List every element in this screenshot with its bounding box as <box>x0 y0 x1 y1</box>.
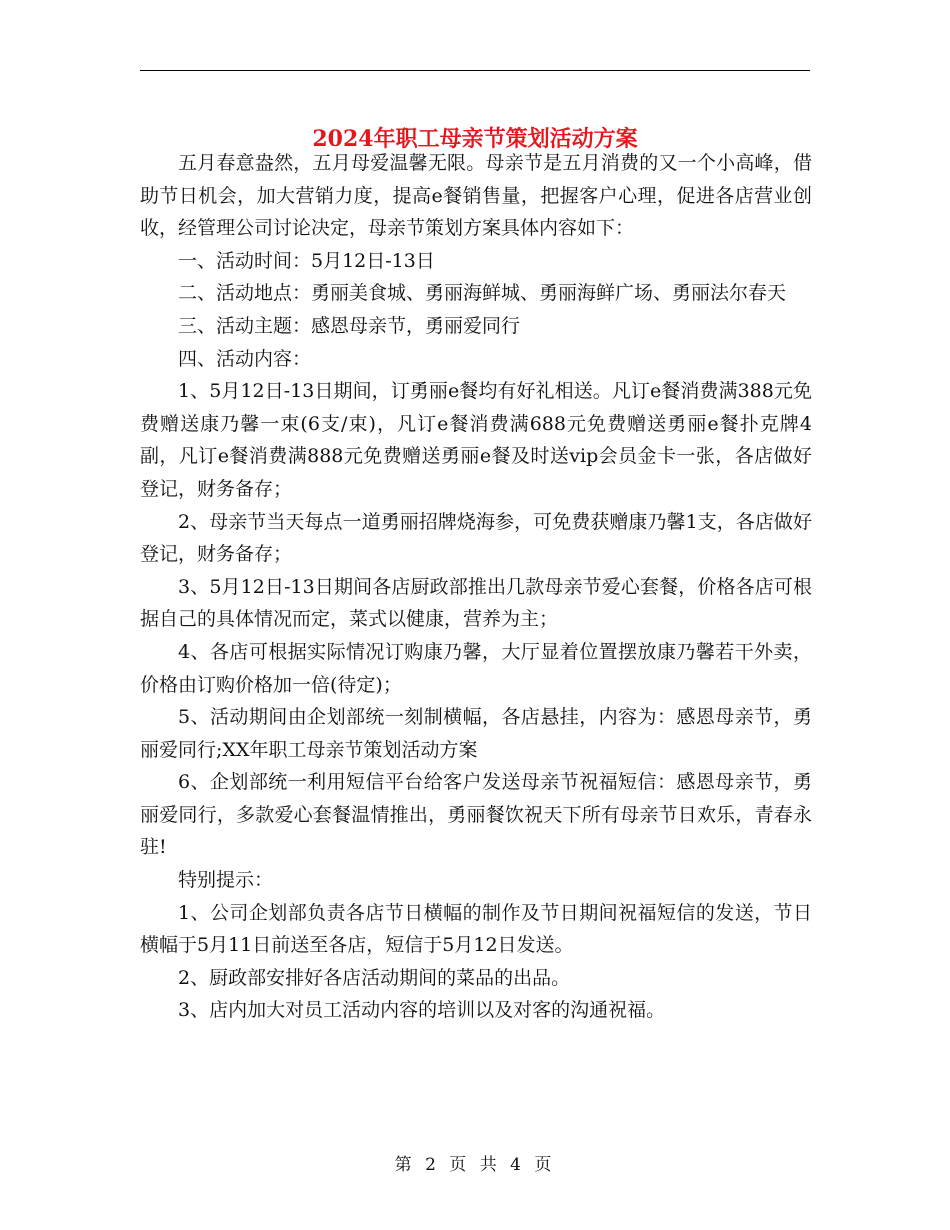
paragraph-intro: 五月春意盎然，五月母爱温馨无限。母亲节是五月消费的又一个小高峰，借助节日机会，加大营销力度，提高e餐销售量，把握客户心理，促进各店营业创收，经管理公司讨论决定，母亲节策划方案具体内容如下： <box>140 152 812 240</box>
paragraph-activity-content-heading: 四、活动内容： <box>178 347 312 370</box>
paragraph-content-item-2: 2、母亲节当天每点一道勇丽招牌烧海参，可免费获赠康乃馨1支，各店做好登记，财务备存； <box>140 510 812 566</box>
paragraph-content-item-6: 6、企划部统一利用短信平台给客户发送母亲节祝福短信：感恩母亲节，勇丽爱同行，多款爱心套餐温情推出，勇丽餐饮祝天下所有母亲节日欢乐，青春永驻! <box>140 771 812 859</box>
paragraph-activity-location: 二、活动地点：勇丽美食城、勇丽海鲜城、勇丽海鲜广场、勇丽法尔春天 <box>178 282 787 305</box>
paragraph-content-item-5: 5、活动期间由企划部统一刻制横幅，各店悬挂，内容为：感恩母亲节，勇丽爱同行;XX年职工母亲节策划活动方案 <box>140 706 812 761</box>
paragraph-special-notes-heading: 特别提示： <box>178 869 274 892</box>
paragraph-activity-theme: 三、活动主题：感恩母亲节，勇丽爱同行 <box>178 314 521 337</box>
paragraph-note-1: 1、公司企划部负责各店节日横幅的制作及节日期间祝福短信的发送，节日横幅于5月11日前送至各店，短信于5月12日发送。 <box>140 901 812 957</box>
paragraph-activity-time: 一、活动时间：5月12日-13日 <box>178 249 435 272</box>
header-rule <box>140 70 810 71</box>
document-body <box>140 147 812 1027</box>
document-title: 2024年职工母亲节策划活动方案 <box>312 125 638 152</box>
paragraph-note-3: 3、店内加大对员工活动内容的培训以及对客的沟通祝福。 <box>178 999 666 1022</box>
page-number-footer: 第 2 页 共 4 页 <box>394 1155 556 1175</box>
paragraph-content-item-4: 4、各店可根据实际情况订购康乃馨，大厅显着位置摆放康乃馨若干外卖，价格由订购价格加一倍(待定)； <box>140 640 812 696</box>
paragraph-note-2: 2、厨政部安排好各店活动期间的菜品的出品。 <box>178 966 571 989</box>
paragraph-content-item-3: 3、5月12日-13日期间各店厨政部推出几款母亲节爱心套餐，价格各店可根据自己的具体情况而定，菜式以健康，营养为主； <box>140 575 812 631</box>
paragraph-content-item-1: 1、5月12日-13日期间，订勇丽e餐均有好礼相送。凡订e餐消费满388元免费赠送康乃馨一束(6支/束)，凡订e餐消费满688元免费赠送勇丽e餐扑克牌4副，凡订e餐消费满888元免费赠送勇丽e餐及时送vip会员金卡一张，各店做好登记，财务备存； <box>140 380 812 500</box>
